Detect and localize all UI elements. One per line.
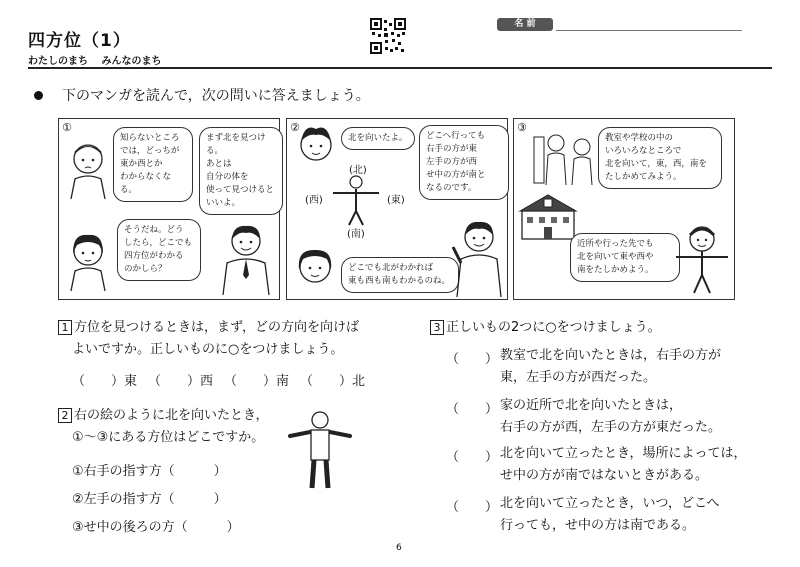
arms-outstretched-figure-icon bbox=[288, 410, 352, 492]
speech-bubble: 近所や行った先でも 北を向いて東や西や 南をたしかめよう。 bbox=[570, 233, 680, 282]
boy-figure-icon bbox=[65, 141, 111, 201]
statement-line: 北を向いて立ったとき，いつ，どこへ bbox=[500, 496, 720, 511]
question-2 bbox=[58, 408, 268, 424]
teacher-figure-icon bbox=[451, 217, 503, 297]
direction-label-east: (東) bbox=[387, 195, 405, 206]
statement-line: 北を向いて立ったとき，場所によっては， bbox=[500, 446, 747, 461]
statement-line: 行っても，せ中の方は南である。 bbox=[500, 518, 696, 533]
question-1-text-line1: 方位を見つけるときは，まず，どの方向を向けば bbox=[74, 320, 359, 335]
question-3 bbox=[430, 320, 661, 336]
answer-mark[interactable]: （ ） bbox=[446, 402, 499, 417]
child-pointing-icon bbox=[674, 223, 730, 295]
answer-blank-back[interactable]: ③せ中の後ろの方（ ） bbox=[72, 520, 240, 535]
direction-label-west: (西) bbox=[305, 195, 323, 206]
question-1 bbox=[58, 320, 359, 336]
speech-bubble: 教室や学校の中の いろいろなところで 北を向いて，東，西，南を たしかめてみよう。 bbox=[598, 127, 722, 189]
school-building-icon bbox=[518, 191, 578, 241]
panel-number: ② bbox=[290, 121, 300, 134]
question-2-text-line2: ①～③にある方位はどこですか。 bbox=[72, 430, 265, 445]
answer-choice-south[interactable]: （ ）南 bbox=[224, 374, 290, 389]
question-1-text-line2: よいですか。正しいものに○をつけましょう。 bbox=[72, 342, 344, 357]
speech-bubble: 知らないところ では，どっちが 東か西とか わからなくなる。 bbox=[113, 127, 193, 202]
header-divider bbox=[28, 67, 772, 69]
instruction-text: 下のマンガを読んで，次の問いに答えましょう。 bbox=[62, 88, 370, 104]
speech-bubble: そうだね。どう したら，どこでも 四方位がわかる のかしら？ bbox=[117, 219, 201, 281]
boy-figure-icon bbox=[297, 125, 335, 167]
speech-bubble: まず北を見つける。 あとは 自分の体を 使って見つけると いいよ。 bbox=[199, 127, 283, 215]
question-number: 1 bbox=[58, 320, 72, 335]
name-label: 名 前 bbox=[497, 18, 553, 31]
answer-choice-west[interactable]: （ ）西 bbox=[148, 374, 214, 389]
page-subtitle bbox=[28, 52, 161, 67]
qr-code-icon bbox=[370, 18, 406, 54]
manga-panel-3 bbox=[513, 118, 735, 300]
page-title: 四方位（1） bbox=[28, 31, 131, 51]
girl-figure-icon bbox=[293, 245, 337, 295]
statement-line: 教室で北を向いたときは，右手の方が bbox=[500, 348, 722, 363]
page-number: 6 bbox=[396, 543, 402, 553]
subtitle-part-2: みんなのまち bbox=[101, 56, 162, 67]
direction-label-north: (北) bbox=[349, 165, 367, 176]
panel-number: ③ bbox=[517, 121, 527, 134]
manga-panel-2 bbox=[286, 118, 508, 300]
panel-number: ① bbox=[62, 121, 72, 134]
statement-line: 右手の方が西，左手の方が東だった。 bbox=[500, 420, 722, 435]
answer-choice-north[interactable]: （ ）北 bbox=[300, 374, 366, 389]
girl-figure-icon bbox=[65, 231, 111, 293]
statement-line: 家の近所で北を向いたときは， bbox=[500, 398, 683, 413]
answer-mark[interactable]: （ ） bbox=[446, 500, 499, 515]
subtitle-part-1: わたしのまち bbox=[28, 56, 88, 67]
bullet-icon bbox=[34, 91, 43, 100]
statement-line: 東，左手の方が西だった。 bbox=[500, 370, 657, 385]
answer-mark[interactable]: （ ） bbox=[446, 450, 499, 465]
direction-label-south: (南) bbox=[347, 229, 365, 240]
question-number: 3 bbox=[430, 320, 444, 335]
teacher-figure-icon bbox=[219, 223, 273, 295]
answer-choice-east[interactable]: （ ）東 bbox=[72, 374, 138, 389]
answer-blank-left-hand[interactable]: ②左手の指す方（ ） bbox=[72, 492, 227, 507]
answer-mark[interactable]: （ ） bbox=[446, 352, 499, 367]
question-2-text-line1: 右の絵のように北を向いたとき， bbox=[74, 408, 269, 423]
answer-blank-right-hand[interactable]: ①右手の指す方（ ） bbox=[72, 464, 227, 479]
speech-bubble: どこへ行っても 右手の方が東 左手の方が西 せ中の方が南と なるのです。 bbox=[419, 125, 509, 200]
statement-line: せ中の方が南ではないときがある。 bbox=[500, 468, 709, 483]
question-3-text: 正しいもの2つに○をつけましょう。 bbox=[446, 320, 661, 335]
name-entry-line[interactable] bbox=[556, 30, 742, 31]
speech-bubble: 北を向いたよ。 bbox=[341, 127, 415, 150]
children-in-classroom-icon bbox=[530, 127, 600, 187]
question-number: 2 bbox=[58, 408, 72, 423]
speech-bubble: どこでも北がわかれば 東も西も南もわかるのね。 bbox=[341, 257, 459, 293]
standing-child-icon bbox=[331, 175, 381, 227]
manga-panel-1 bbox=[58, 118, 280, 300]
